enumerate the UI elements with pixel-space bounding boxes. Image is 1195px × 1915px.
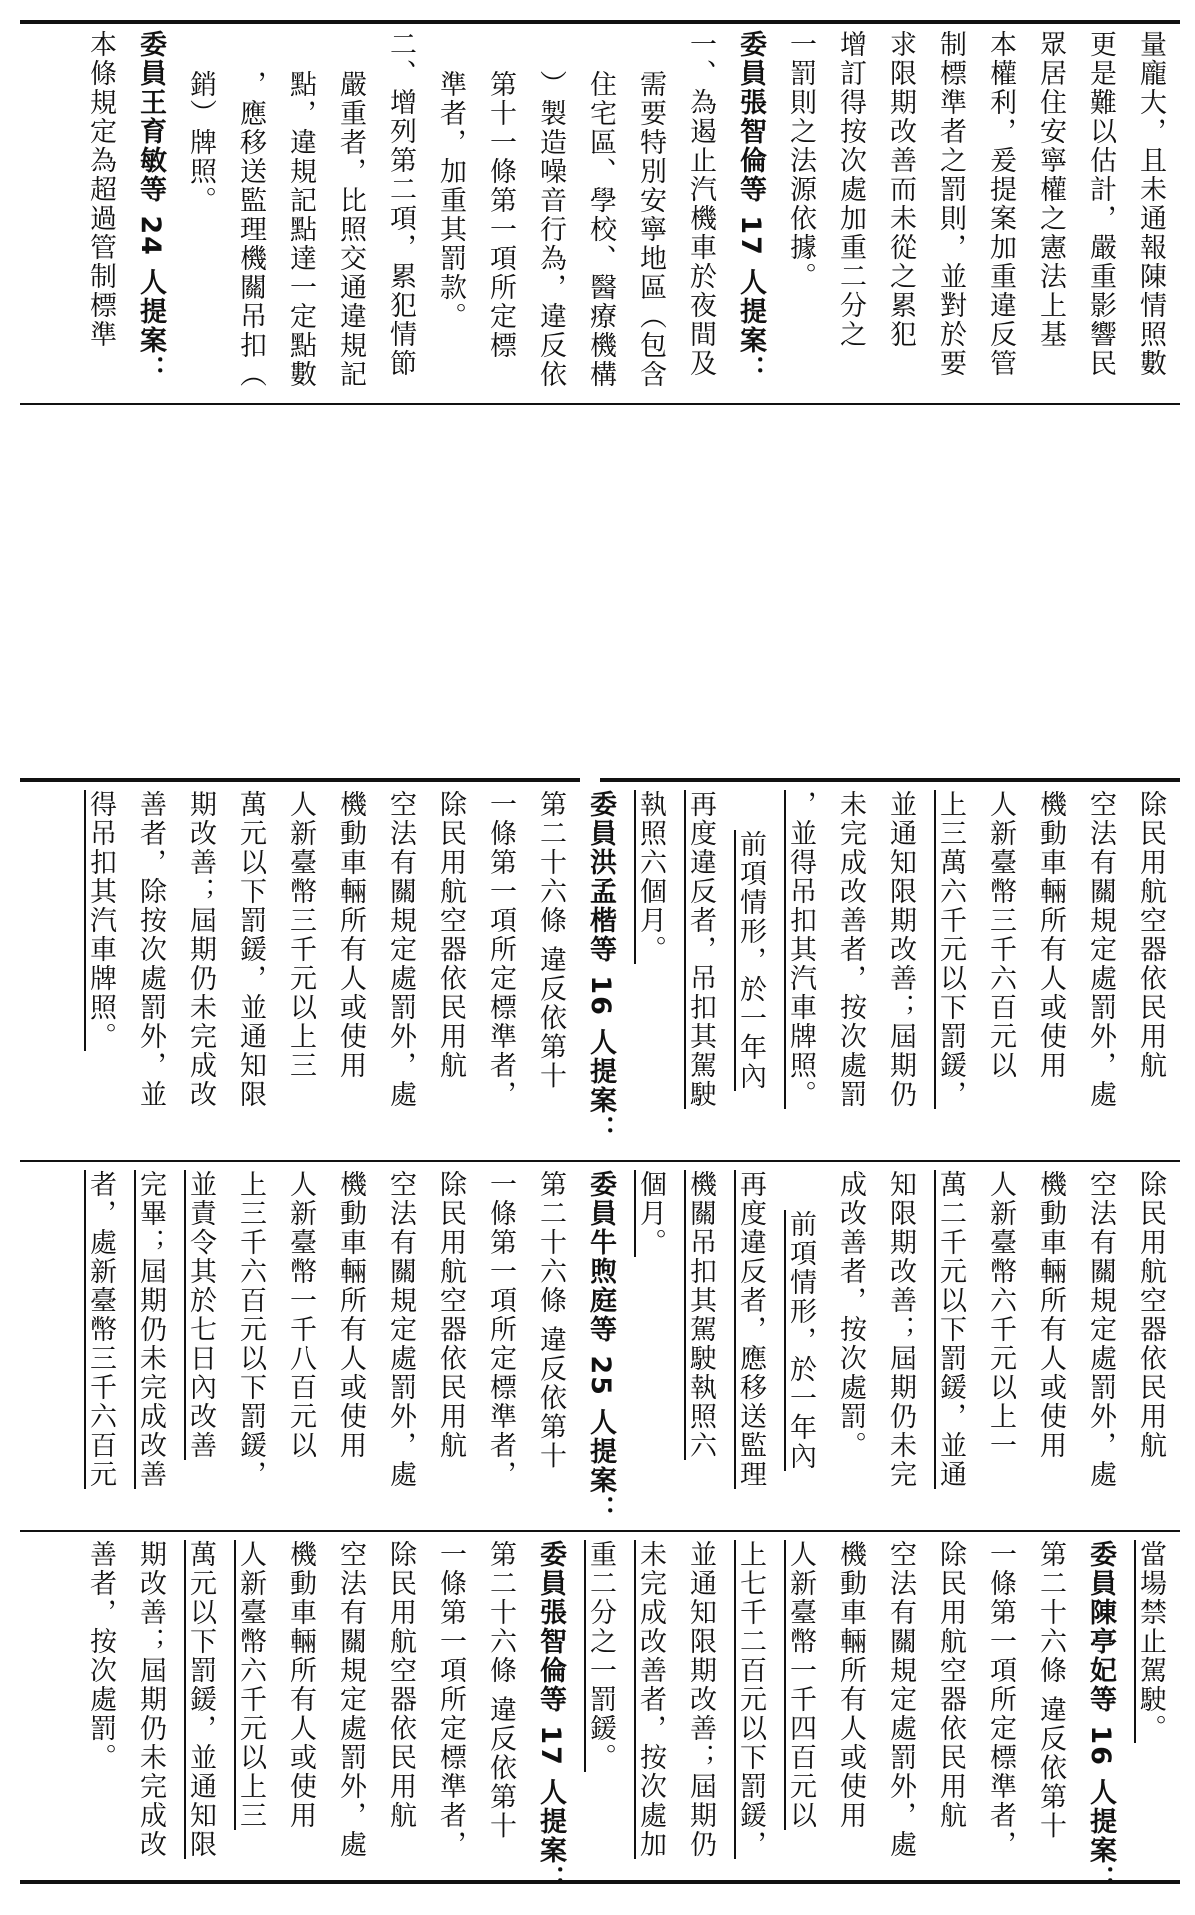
text-line: 銷）牌照。 [185, 70, 216, 215]
text-line: 一、為遏止汽機車於夜間及 [685, 30, 716, 378]
text-line: 未完成改善者，按次處罰 [835, 790, 866, 1109]
text-line: 上七千二百元以下罰鍰， [735, 1540, 766, 1859]
text-line: ，應移送監理機關吊扣（ [235, 70, 266, 389]
text-line: 機動車輛所有人或使用 [1035, 1170, 1066, 1460]
text-line: 知限期改善；屆期仍未完 [885, 1170, 916, 1489]
text-line: 增訂得按次處加重二分之 [835, 30, 866, 349]
text-line: 萬二千元以下罰鍰，並通 [935, 1170, 966, 1489]
text-line: 制標準者之罰則，並對於要 [935, 30, 966, 378]
proposal-heading: 委員陳亭妃等 16 人提案： [1085, 1540, 1116, 1895]
text-line: 前項情形，於一年內 [735, 830, 766, 1091]
text-line: 空法有關規定處罰外，處 [385, 1170, 416, 1489]
text-line: 一條第一項所定標準者， [485, 790, 516, 1109]
separator-mid [20, 1160, 1180, 1162]
text-line: 期改善；屆期仍未完成改 [135, 1540, 166, 1859]
text-line: 第二十六條 違反依第十 [1035, 1540, 1066, 1841]
mid-rule-right [600, 778, 1180, 782]
text-line: 準者，加重其罰款。 [435, 70, 466, 331]
text-line: 得吊扣其汽車牌照。 [85, 790, 116, 1051]
text-line: 機動車輛所有人或使用 [835, 1540, 866, 1830]
text-line: 空法有關規定處罰外，處 [1085, 1170, 1116, 1489]
text-line: 除民用航空器依民用航 [385, 1540, 416, 1830]
text-line: 除民用航空器依民用航 [1135, 790, 1166, 1080]
text-line: 再度違反者，吊扣其駕駛 [685, 790, 716, 1109]
text-line: 機動車輛所有人或使用 [335, 1170, 366, 1460]
text-line: 並責令其於七日內改善 [185, 1170, 216, 1460]
separator-top [20, 403, 1180, 405]
text-line: 萬元以下罰鍰，並通知限 [185, 1540, 216, 1859]
proposal-heading: 委員王育敏等 24 人提案： [135, 30, 166, 385]
bottom-rule [20, 1880, 1180, 1884]
text-line: 機關吊扣其駕駛執照六 [685, 1170, 716, 1460]
col-mid-right [30, 790, 1180, 1155]
col-mid-left [30, 1170, 1180, 1525]
text-line: 二、增列第二項，累犯情節 [385, 30, 416, 378]
proposal-heading: 委員張智倫等 17 人提案： [535, 1540, 566, 1895]
text-line: 第十一條第一項所定標 [485, 70, 516, 360]
text-line: 重二分之一罰鍰。 [585, 1540, 616, 1772]
text-line: 一條第一項所定標準者， [435, 1540, 466, 1859]
proposal-heading: 委員牛煦庭等 25 人提案： [585, 1170, 616, 1525]
text-line: 第二十六條 違反依第十 [485, 1540, 516, 1841]
text-line: 求限期改善而未從之累犯 [885, 30, 916, 349]
text-line: 善者，按次處罰。 [85, 1540, 116, 1772]
text-line: 人新臺幣六千元以上三 [235, 1540, 266, 1830]
text-line: 個月。 [635, 1170, 666, 1257]
text-line: 機動車輛所有人或使用 [285, 1540, 316, 1830]
text-line: 需要特別安寧地區（包含 [635, 70, 666, 389]
text-line: 一條第一項所定標準者， [485, 1170, 516, 1489]
text-line: 第二十六條 違反依第十 [535, 790, 566, 1091]
text-line: 眾居住安寧權之憲法上基 [1035, 30, 1066, 349]
col-left [30, 1540, 1180, 1895]
text-line: ，並得吊扣其汽車牌照。 [785, 790, 816, 1109]
text-line: 未完成改善者，按次處加 [635, 1540, 666, 1859]
text-line: 空法有關規定處罰外，處 [385, 790, 416, 1109]
text-line: 除民用航空器依民用航 [935, 1540, 966, 1830]
separator-bottom [20, 1530, 1180, 1532]
text-line: ）製造噪音行為，違反依 [535, 70, 566, 389]
text-line: 人新臺幣三千元以上三 [285, 790, 316, 1080]
text-line: 住宅區、學校、醫療機構 [585, 70, 616, 389]
text-line: 成改善者，按次處罰。 [835, 1170, 866, 1460]
text-line: 期改善；屆期仍未完成改 [185, 790, 216, 1109]
text-line: 人新臺幣一千四百元以 [785, 1540, 816, 1830]
text-line: 空法有關規定處罰外，處 [885, 1540, 916, 1859]
text-line: 機動車輛所有人或使用 [1035, 790, 1066, 1080]
text-line: 空法有關規定處罰外，處 [1085, 790, 1116, 1109]
text-line: 量龐大，且未通報陳情照數 [1135, 30, 1166, 378]
text-line: 善者，除按次處罰外，並 [135, 790, 166, 1109]
text-line: 執照六個月。 [635, 790, 666, 964]
text-line: 人新臺幣三千六百元以 [985, 790, 1016, 1080]
top-rule [20, 20, 1180, 24]
text-line: 更是難以估計，嚴重影響民 [1085, 30, 1116, 378]
text-line: 機動車輛所有人或使用 [335, 790, 366, 1080]
text-line: 當場禁止駕駛。 [1135, 1540, 1166, 1743]
text-line: 點，違規記點達一定點數 [285, 70, 316, 389]
text-line: 上三萬六千元以下罰鍰， [935, 790, 966, 1109]
proposal-heading: 委員張智倫等 17 人提案： [735, 30, 766, 385]
text-line: 者，處新臺幣三千六百元 [85, 1170, 116, 1489]
text-line: 並通知限期改善；屆期仍 [685, 1540, 716, 1859]
text-line: 再度違反者，應移送監理 [735, 1170, 766, 1489]
text-line: 嚴重者，比照交通違規記 [335, 70, 366, 389]
text-line: 前項情形，於一年內 [785, 1210, 816, 1471]
text-line: 除民用航空器依民用航 [1135, 1170, 1166, 1460]
text-line: 除民用航空器依民用航 [435, 790, 466, 1080]
col-top-right [30, 30, 1180, 400]
text-line: 第二十六條 違反依第十 [535, 1170, 566, 1471]
text-line: 一條第一項所定標準者， [985, 1540, 1016, 1859]
text-line: 本權利，爰提案加重違反管 [985, 30, 1016, 378]
text-line: 萬元以下罰鍰，並通知限 [235, 790, 266, 1109]
proposal-heading: 委員洪孟楷等 16 人提案： [585, 790, 616, 1145]
text-line: 上三千六百元以下罰鍰， [235, 1170, 266, 1489]
text-line: 並通知限期改善；屆期仍 [885, 790, 916, 1109]
text-line: 完畢；屆期仍未完成改善 [135, 1170, 166, 1489]
text-line: 除民用航空器依民用航 [435, 1170, 466, 1460]
text-line: 本條規定為超過管制標準 [85, 30, 116, 349]
text-line: 一罰則之法源依據。 [785, 30, 816, 291]
text-line: 人新臺幣一千八百元以 [285, 1170, 316, 1460]
text-line: 空法有關規定處罰外，處 [335, 1540, 366, 1859]
mid-rule-left [20, 778, 580, 782]
text-line: 人新臺幣六千元以上一 [985, 1170, 1016, 1460]
